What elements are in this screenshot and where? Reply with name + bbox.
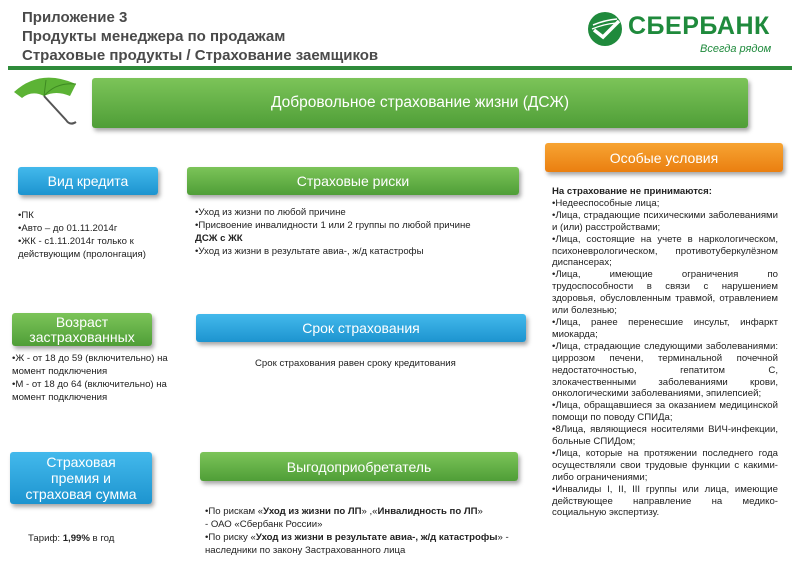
list-item: •Лица, обращавшиеся за оказанием медицинской помощи по поводу СПИДа; xyxy=(552,400,778,424)
list-item: •Лица, страдающие психическими заболеваниями и (или) расстройствами; xyxy=(552,209,778,233)
special-conditions-header: Особые условия xyxy=(545,143,783,172)
special-conditions-heading: На страхование не принимаются: xyxy=(552,186,712,197)
header-divider xyxy=(8,66,792,70)
tariff-value: 1,99% xyxy=(62,533,90,544)
list-item: •Лица, состоящие на учете в наркологическом, психоневрологическом, противотуберкулёзном диспансерах; xyxy=(552,233,778,269)
list-item: •Лица, страдающие следующими заболеваниями: циррозом печени, терминальной почечной недостаточностью, гепатитом С, злокачественными заболеваниями крови, онкологическими заболеваниями, эпилепсией; xyxy=(552,340,778,400)
special-conditions-list xyxy=(552,186,778,519)
section-title: Продукты менеджера по продажам xyxy=(22,28,286,45)
list-item: •ПК xyxy=(18,210,34,221)
tariff-text: Тариф: 1,99% в год xyxy=(28,533,115,544)
credit-type-header: Вид кредита xyxy=(18,167,158,195)
list-item: •Недееспособные лица; xyxy=(552,197,660,209)
list-item: •Присвоение инвалидности 1 или 2 группы по любой причине xyxy=(195,220,471,231)
bank-tagline: Всегда рядом xyxy=(700,43,772,55)
product-title-bar: Добровольное страхование жизни (ДСЖ) xyxy=(92,78,748,128)
appendix-label: Приложение 3 xyxy=(22,9,128,26)
term-header: Срок страхования xyxy=(196,314,526,342)
credit-type-list xyxy=(18,209,183,261)
list-item: •Лица, имеющие ограничения по трудоспособности в связи с нарушением здоровья, обусловленным травмой, отравлением или болезнью; xyxy=(552,269,778,317)
list-item: •Уход из жизни по любой причине xyxy=(195,207,346,218)
umbrella-icon xyxy=(10,72,86,132)
term-text: Срок страхования равен сроку кредитования xyxy=(255,358,456,369)
risks-list xyxy=(195,206,530,258)
age-list xyxy=(12,352,177,404)
list-item: •Лица, ранее перенесшие инсульт, инфаркт миокарда; xyxy=(552,316,778,340)
age-header: Возраст застрахованных xyxy=(12,313,152,346)
premium-header: Страховая премия и страховая сумма xyxy=(10,452,152,504)
beneficiary-header: Выгодоприобретатель xyxy=(200,452,518,481)
risks-header: Страховые риски xyxy=(187,167,519,195)
list-item: •8Лица, являющиеся носителями ВИЧ-инфекции, больные СПИДом; xyxy=(552,424,778,448)
beneficiary-text: •По рискам «Уход из жизни по ЛП» ,«Инвалидность по ЛП» - ОАО «Сбербанк России» •По риску «Уход из жизни в результате авиа-, ж/д катастрофы» - наследники по закону Застрахованного лица xyxy=(205,506,509,556)
list-item: ДСЖ с ЖК xyxy=(195,233,243,244)
list-item: •Ж - от 18 до 59 (включительно) на момент подключения xyxy=(12,353,168,377)
breadcrumb: Страховые продукты / Страхование заемщиков xyxy=(22,47,379,64)
bank-name: СБЕРБАНК xyxy=(628,12,770,40)
list-item: •Инвалиды I, II, III группы или лица, имеющие действующее направление на медико-социальную экспертизу. xyxy=(552,483,778,519)
sberbank-logo-icon xyxy=(586,10,624,48)
list-item: •Авто – до 01.11.2014г xyxy=(18,223,118,234)
list-item: •М - от 18 до 64 (включительно) на момент подключения xyxy=(12,379,167,403)
list-item: •ЖК - с1.11.2014г только к действующим (пролонгация) xyxy=(18,236,146,260)
list-item: •Уход из жизни в результате авиа-, ж/д катастрофы xyxy=(195,246,424,257)
list-item: •Лица, которые на протяжении последнего года осуществляли свои трудовые функции с какими-либо ограничениями; xyxy=(552,447,778,483)
